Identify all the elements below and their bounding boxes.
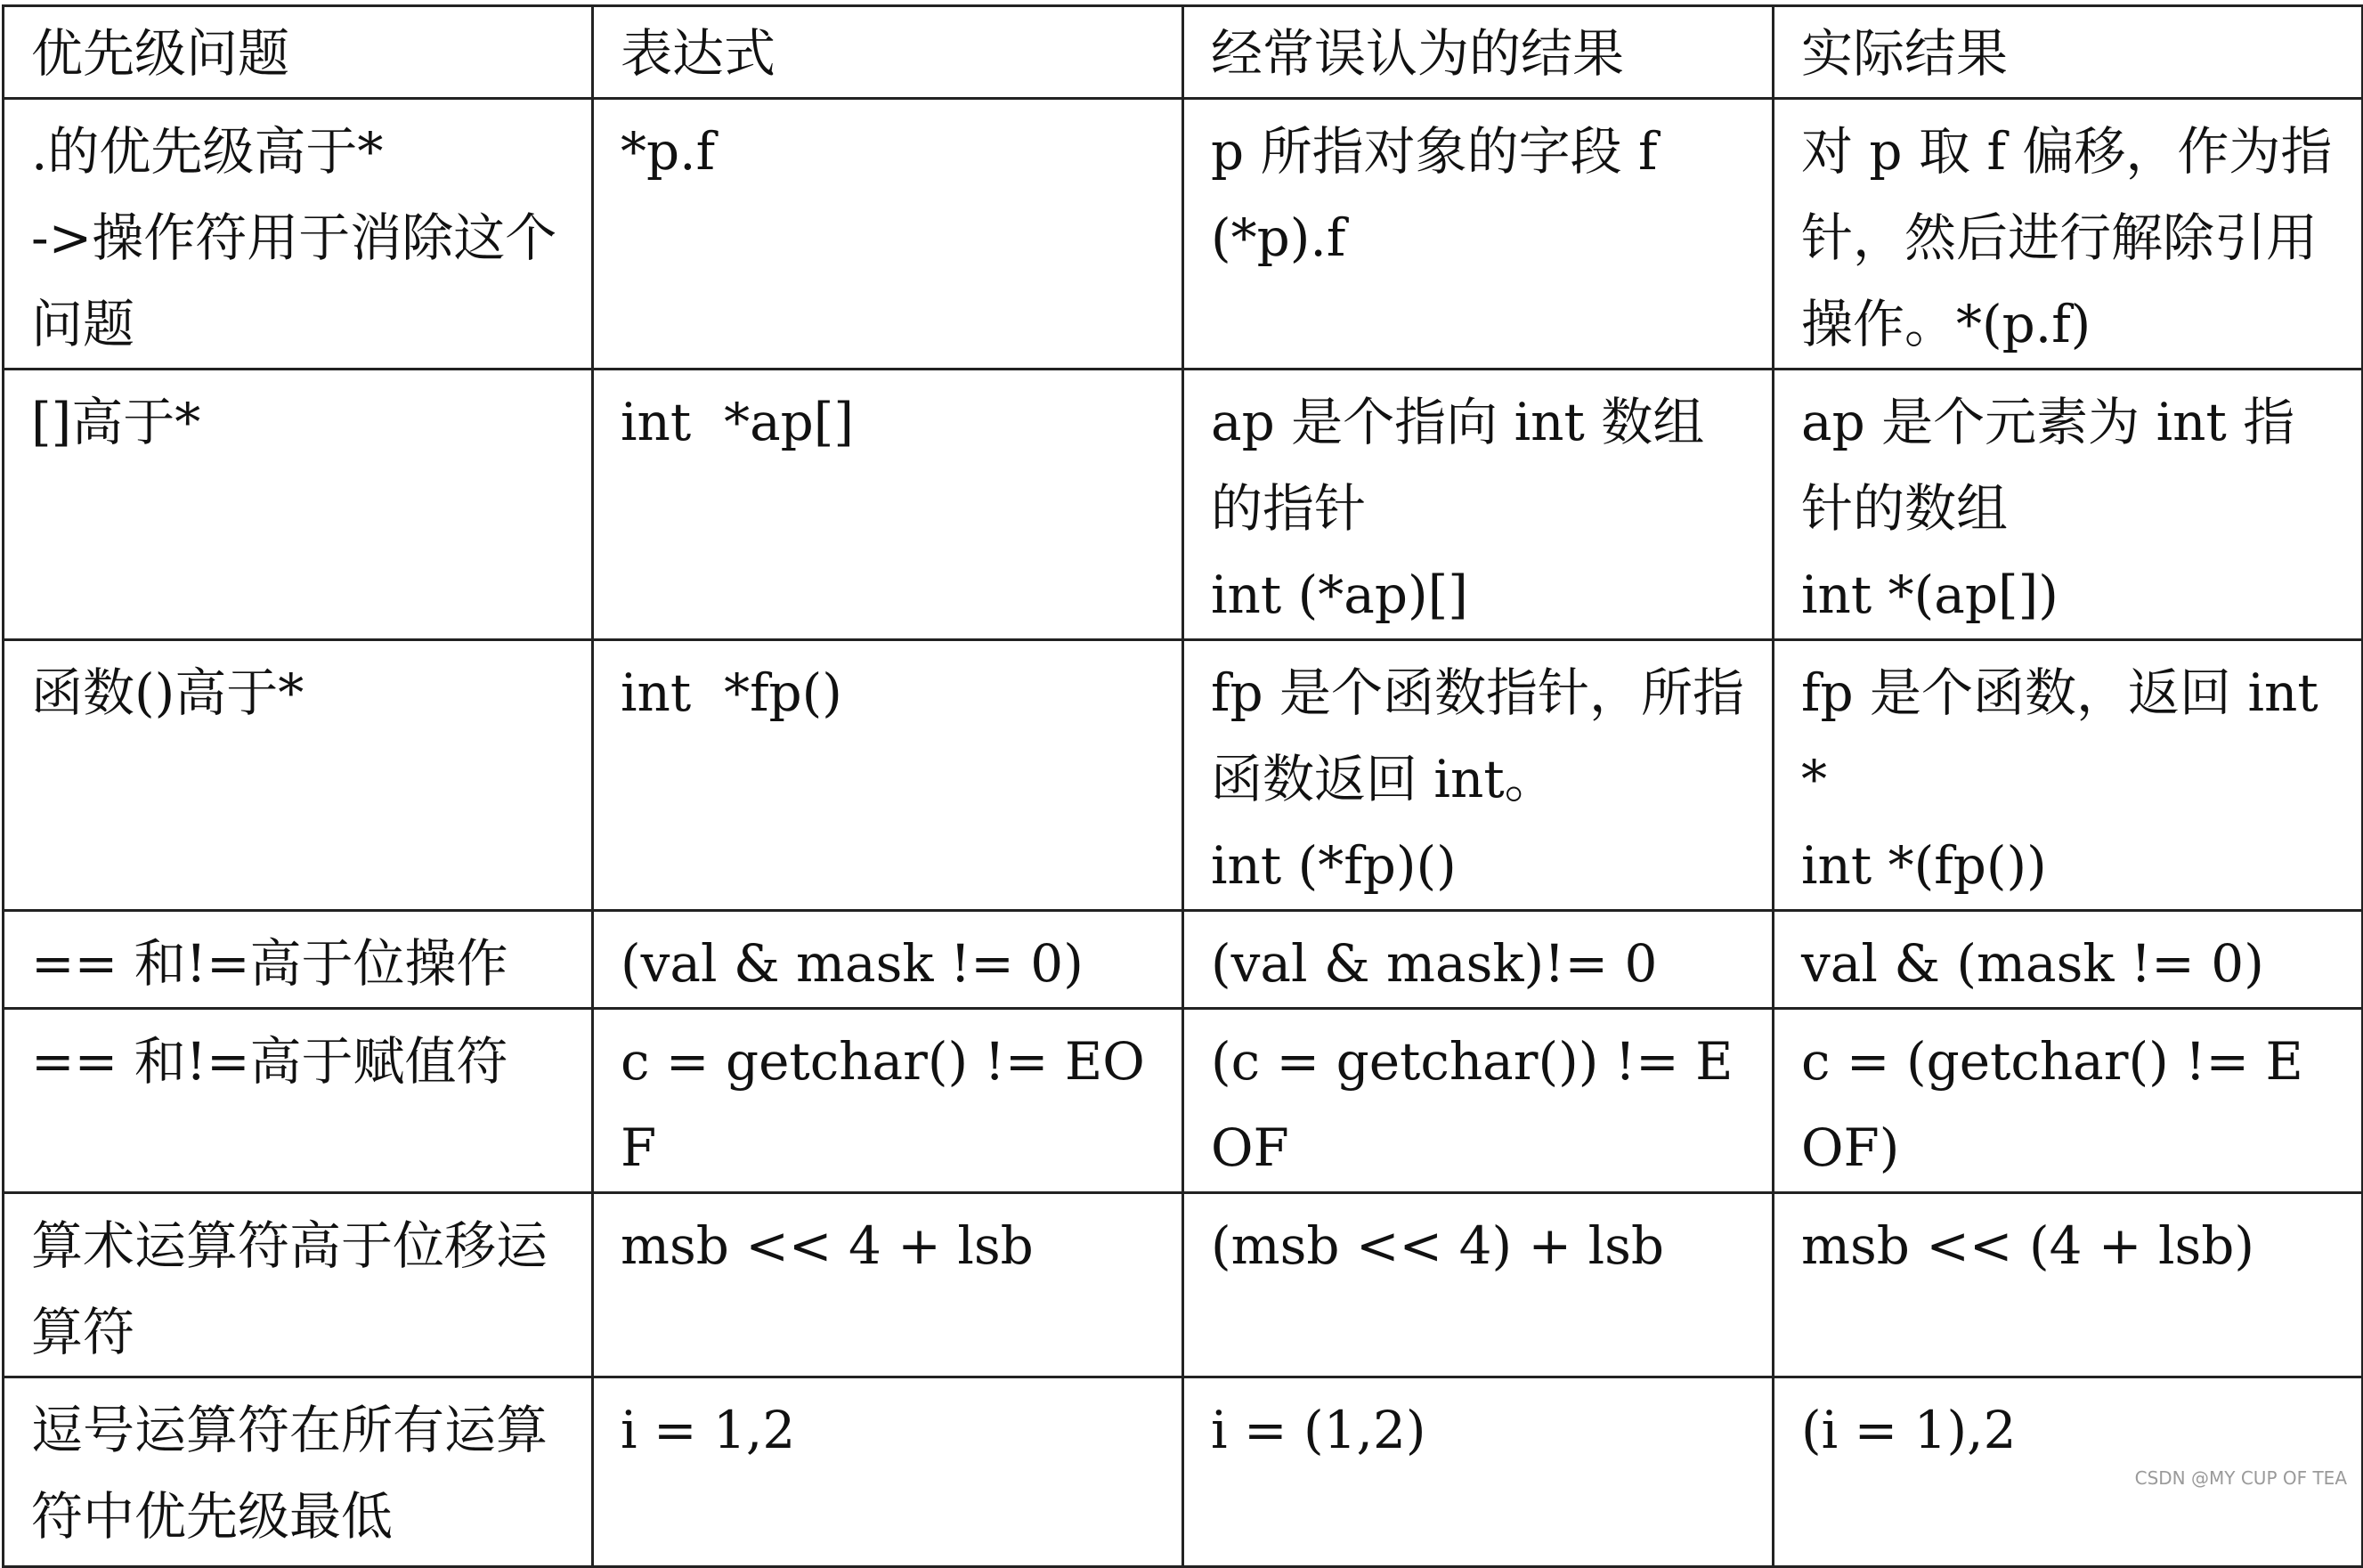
cell-actual: c = (getchar() != EOF) (1774, 1009, 2363, 1193)
cell-expression: int *fp() (593, 640, 1183, 911)
table-row (4, 99, 2363, 370)
cell-mistaken: i = (1,2) (1183, 1377, 1774, 1567)
table-row (4, 1377, 2363, 1567)
cell-problem: == 和!=高于赋值符 (4, 1009, 593, 1193)
cell-problem: .的优先级高于* ->操作符用于消除这个问题 (4, 99, 593, 370)
cell-expression: (val & mask != 0) (593, 911, 1183, 1009)
table-row (4, 1193, 2363, 1377)
cell-problem: 逗号运算符在所有运算符中优先级最低 (4, 1377, 593, 1567)
cell-mistaken: ap 是个指向 int 数组的指针 int (*ap)[] (1183, 370, 1774, 640)
table-row (4, 1009, 2363, 1193)
header-cell-expression: 表达式 (593, 6, 1183, 99)
cell-problem: []高于* (4, 370, 593, 640)
cell-expression: i = 1,2 (593, 1377, 1183, 1567)
watermark: CSDN @MY CUP OF TEA (2130, 1466, 2352, 1491)
cell-actual: msb << (4 + lsb) (1774, 1193, 2363, 1377)
table-header-row (4, 6, 2363, 99)
table-row (4, 911, 2363, 1009)
cell-expression: *p.f (593, 99, 1183, 370)
cell-actual: ap 是个元素为 int 指针的数组 int *(ap[]) (1774, 370, 2363, 640)
cell-mistaken: fp 是个函数指针，所指函数返回 int。 int (*fp)() (1183, 640, 1774, 911)
table-row (4, 640, 2363, 911)
header-cell-actual: 实际结果 (1774, 6, 2363, 99)
cell-mistaken: (c = getchar()) != EOF (1183, 1009, 1774, 1193)
cell-actual: fp 是个函数，返回 int * int *(fp()) (1774, 640, 2363, 911)
cell-expression: int *ap[] (593, 370, 1183, 640)
cell-expression: c = getchar() != EOF (593, 1009, 1183, 1193)
cell-mistaken: p 所指对象的字段 f (*p).f (1183, 99, 1774, 370)
cell-mistaken: (msb << 4) + lsb (1183, 1193, 1774, 1377)
header-cell-mistaken: 经常误认为的结果 (1183, 6, 1774, 99)
cell-problem: 算术运算符高于位移运算符 (4, 1193, 593, 1377)
header-cell-problem: 优先级问题 (4, 6, 593, 99)
cell-actual: (i = 1),2 (1774, 1377, 2363, 1567)
cell-problem: == 和!=高于位操作 (4, 911, 593, 1009)
precedence-table (2, 4, 2363, 1568)
cell-mistaken: (val & mask)!= 0 (1183, 911, 1774, 1009)
cell-actual: 对 p 取 f 偏移，作为指针，然后进行解除引用操作。*(p.f) (1774, 99, 2363, 370)
cell-actual: val & (mask != 0) (1774, 911, 2363, 1009)
cell-expression: msb << 4 + lsb (593, 1193, 1183, 1377)
cell-problem: 函数()高于* (4, 640, 593, 911)
table-row (4, 370, 2363, 640)
